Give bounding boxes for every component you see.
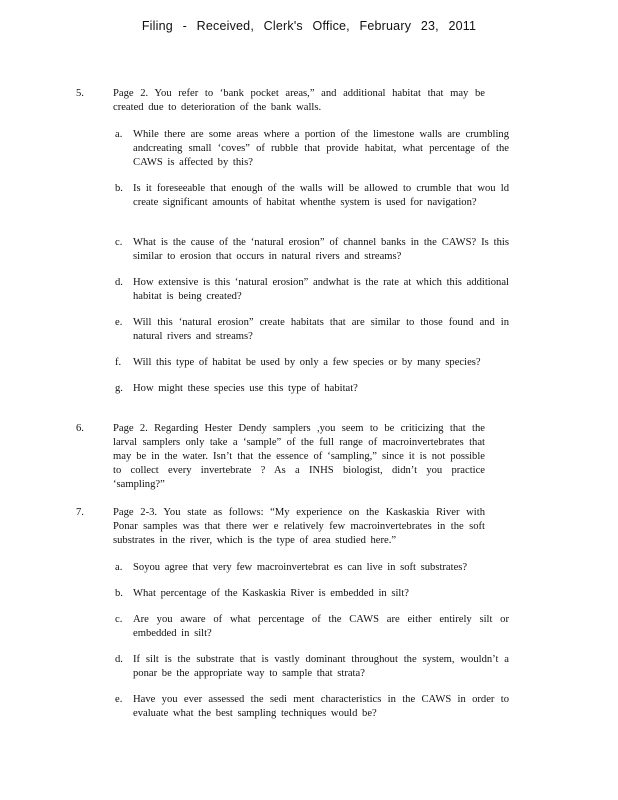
question-number: 6. [76,423,84,434]
question-number: 5. [76,88,84,99]
question-text: Page 2-3. You state as follows: “My experience on the Kaskaskia River with Ponar samples was that there wer e relatively few macroinvertebrates in the soft substrates in the river, which is the type of area studied here.” [113,507,485,546]
sub-question-letter: f. [115,357,122,368]
sub-question-letter: a. [115,129,123,140]
sub-question-letter: b. [115,183,123,194]
sub-question-text: Are you aware of what percentage of the CAWS are either entirely silt or embedded in silt? [133,614,509,639]
sub-question-letter: d. [115,654,123,665]
sub-question-text: Soyou agree that very few macroinvertebrat es can live in soft substrates? [133,562,468,573]
sub-question-text: What is the cause of the ‘natural erosion” of channel banks in the CAWS? Is this similar to erosion that occurs in natural rivers and streams? [133,237,509,262]
sub-question-text: Will this type of habitat be used by only a few species or by many species? [133,357,481,368]
page-header: Filing - Received, Clerk's Office, February 23, 2011 [141,19,477,33]
sub-question-text: If silt is the substrate that is vastly dominant throughout the system, wouldn’t a ponar be the appropriate way to sample that strata? [133,654,509,679]
sub-question-text: What percentage of the Kaskaskia River is embedded in silt? [133,588,409,599]
sub-question-letter: c. [115,237,123,248]
sub-question-letter: a. [115,562,123,573]
sub-question-letter: c. [115,614,123,625]
sub-question-text: Will this ‘natural erosion” create habitats that are similar to those found and in natural rivers and streams? [133,317,509,342]
sub-question-letter: e. [115,317,123,328]
sub-question-text: While there are some areas where a portion of the limestone walls are crumbling andcreating small ‘coves” of rubble that provide habitat, what percentage of the CAWS is affected by this? [133,129,509,168]
sub-question-text: Have you ever assessed the sedi ment characteristics in the CAWS in order to evaluate what the best sampling techniques would be? [133,694,509,719]
question-text: Page 2. You refer to ‘bank pocket areas,” and additional habitat that may be created due to deterioration of the bank walls. [113,88,485,113]
sub-question-text: How might these species use this type of habitat? [133,383,358,394]
sub-question-letter: d. [115,277,123,288]
sub-question-letter: b. [115,588,123,599]
sub-question-letter: g. [115,383,123,394]
question-text: Page 2. Regarding Hester Dendy samplers ,you seem to be criticizing that the larval samplers only take a ‘sample” of the full range of macroinvertebrates that may be in the water. Isn’t that the essence of ‘sampling,” since it is not possible to collect every invertebrate ? As a INHS biologist, didn’t you practice ‘sampling?” [113,423,485,490]
sub-question-letter: e. [115,694,123,705]
sub-question-text: How extensive is this ‘natural erosion” andwhat is the rate at which this additional habitat is being created? [133,277,509,302]
question-number: 7. [76,507,84,518]
sub-question-text: Is it foreseeable that enough of the walls will be allowed to crumble that wou ld create significant amounts of habitat whenthe system is used for navigation? [133,183,509,208]
